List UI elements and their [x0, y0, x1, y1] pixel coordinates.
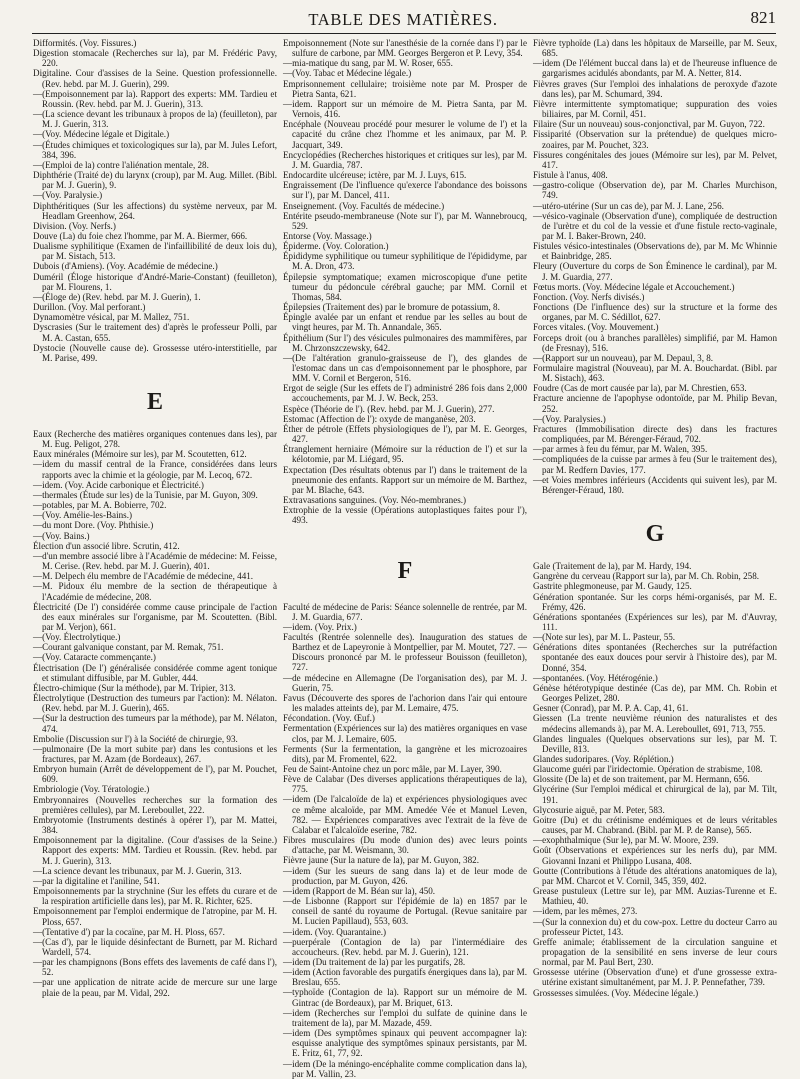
index-entry: —idem du massif central de la France, considérées dans leurs rapports avec la chimie et la géologie, par M. Lecoq, 672. — [33, 459, 277, 480]
index-entry: Électro-chimique (Sur la méthode), par M. Tripier, 313. — [33, 682, 236, 693]
index-entry: Gale (Traitement de la), par M. Hardy, 194. — [533, 561, 692, 572]
column-right — [533, 38, 777, 1043]
index-entry: Fœtus morts. (Voy. Médecine légale et Accouchement.) — [533, 281, 735, 292]
index-entry: Fièvres graves (Sur l'emploi des inhalations de peroxyde d'azote dans les), par M. Schumard, 394. — [533, 78, 777, 99]
index-entry: —(De l'altération granulo-graisseuse de l'), des glandes de l'estomac dans un cas d'empoisonnement par le phosphore, par MM. V. Cornil et Bergeron, 516. — [283, 352, 527, 384]
index-entry: Extrophie de la vessie (Opérations autoplastiques faites pour l'), 493. — [283, 505, 527, 526]
index-entry: Division. (Voy. Nerfs.) — [33, 220, 116, 231]
index-entry: Fistules vésico-intestinales (Observations de), par M. Mc Whinnie et Bainbridge, 285. — [533, 241, 777, 262]
index-entry: —(Note sur les), par M. L. Pasteur, 55. — [533, 632, 676, 643]
index-entry: Fièvre typhoïde (La) dans les hôpitaux de Marseille, par M. Seux, 685. — [533, 38, 777, 59]
index-entry: Diphthérie (Traité de) du larynx (croup), par M. Aug. Millet. (Bibl. par M. J. Guerin), 9. — [33, 170, 277, 191]
index-entry: Éther de pétrole (Effets physiologiques de l'), par M. E. Georges, 427. — [283, 423, 527, 445]
index-entry: —idem (De la méningo-encéphalite comme complication dans la), par M. Vallin, 23. — [283, 1058, 527, 1079]
index-entry: —idem (Des symptômes spinaux qui peuvent accompagner la): esquisse analytique des symptômes spinaux persistants, par M. E. Fritz, 61, 77, 92. — [283, 1028, 527, 1059]
index-entry: Formulaire magistral (Nouveau), par M. A. Bouchardat. (Bibl. par M. Sistach), 463. — [533, 363, 777, 384]
index-entry: Épilepsie symptomatique; examen microscopique d'une petite tumeur du pédoncule cérébral gauche; par MM. Cornil et Thomas, 584. — [283, 271, 527, 302]
index-entry: —de Lisbonne (Rapport sur l'épidémie de la) en 1857 par le conseil de santé du royaume de Portugal. (Revue sanitaire par M. Lucien Papillaud), 553, 603. — [283, 896, 527, 927]
index-entry: Électrisation (De l') généralisée considérée comme agent tonique et stimulant diffusible, par M. Gubler, 444. — [33, 662, 277, 683]
index-entry: —mia-matique du sang, par M. W. Roser, 655. — [283, 58, 453, 69]
index-entry: —(Voy. Tabac et Médecine légale.) — [283, 68, 412, 79]
index-entry: —compliquées de la cuisse par armes à feu (Sur le traitement des), par M. Redfern Davies, 177. — [533, 454, 777, 475]
index-entry: Embolie (Discussion sur l') à la Société de chirurgie, 93. — [33, 733, 238, 744]
index-entry: Eaux minérales (Mémoire sur les), par M. Scoutetten, 612. — [33, 449, 247, 460]
index-entry: Douve (La) du foie chez l'homme, par M. A. Biermer, 666. — [33, 230, 248, 241]
index-entry: Empoisonnement (Note sur l'anesthésie de la cornée dans l') par le sulfure de carbone, par MM. Georges Bergeron et P. Levy, 354. — [283, 38, 527, 59]
index-entry: Fleury (Ouverture du corps de Son Éminence le cardinal), par M. J. M. Guardia, 277. — [533, 261, 777, 282]
index-entry: —(Voy. Paralysie.) — [33, 190, 103, 201]
index-entry: —(Tentative d') par la cocaïne, par M. H. Ploss, 657. — [33, 926, 225, 937]
index-entry: —(Études chimiques et toxicologiques sur la), par M. Jules Lefort, 384, 396. — [33, 139, 277, 160]
index-entry: Fécondation. (Voy. Œuf.) — [283, 713, 375, 724]
index-entry: Eaux (Recherche des matières organiques contenues dans les), par M. Eug. Peligot, 278. — [33, 429, 277, 450]
index-entry: —puerpérale (Contagion de la) par l'intermédiaire des accoucheurs. (Rev. hebd. par M. J. Guerin), 121. — [283, 936, 527, 957]
section-letter-e: E — [146, 389, 163, 415]
index-entry: Fièvre jaune (Sur la nature de la), par M. Guyon, 382. — [283, 855, 479, 866]
index-entry: —(Voy. Médecine légale et Digitale.) — [33, 129, 170, 140]
index-entry: Diphthéritiques (Sur les affections) du système nerveux, par M. Headlam Greenhow, 264. — [33, 200, 277, 221]
index-entry: Grease pustuleux (Lettre sur le), par MM. Auzias-Turenne et E. Mathieu, 40. — [533, 886, 777, 907]
index-entry: —La science devant les tribunaux, par M. J. Guerin, 313. — [33, 865, 242, 876]
index-entry: Goitre (Du) et du crétinisme endémiques et de leurs véritables causes, par M. Chabrand. (Bibl. par M. P. de Ranse), 565. — [533, 814, 777, 836]
index-entry: —par armes à feu du fémur, par M. Walen, 395. — [533, 444, 708, 455]
index-entry: Entérite pseudo-membraneuse (Note sur l'), par M. Wannebroucq, 529. — [283, 210, 527, 231]
index-entry: Encyclopédies (Recherches historiques et critiques sur les), par M. J. M. Guardia, 787. — [283, 149, 527, 170]
index-entry: Dystocie (Nouvelle cause de). Grossesse utéro-interstitielle, par M. Parise, 499. — [33, 342, 277, 363]
index-entry: Favus (Découverte des spores de l'achorion dans l'air qui entoure les malades atteints de), par M. Lemaire, 475. — [283, 692, 527, 714]
section-letter-f: F — [397, 557, 413, 584]
index-entry: Épithélium (Sur l') des vésicules pulmonaires des mammifères, par M. Chrzonszczewsky, 642. — [283, 332, 527, 353]
index-entry: Engraissement (De l'influence qu'exerce l'abondance des boissons sur l'), par M. Dancel, 411. — [283, 180, 527, 201]
header-rule — [32, 33, 776, 34]
index-entry: Glandes linguales (Quelques observations sur les), par M. T. Deville, 813. — [533, 733, 777, 754]
index-entry: —potables, par M. A. Bobierre, 702. — [33, 500, 167, 511]
index-entry: Faculté de médecine de Paris: Séance solennelle de rentrée, par M. J. M. Guardia, 677. — [283, 601, 527, 622]
index-entry: Épididyme syphilitique ou tumeur syphilitique de l'épididyme, par M. A. Dron, 473. — [283, 251, 527, 272]
index-entry: —par une application de nitrate acide de mercure sur une large plaie de la peau, par M. Vidal, 292. — [33, 977, 277, 998]
index-entry: Facultés (Rentrée solennelle des). Inauguration des statues de Barthez et de Lapeyronie à Montpellier, par M. Moutet, 727. — Discours prononcé par M. le professeur Bouisson (feuilleton), 727. — [283, 631, 527, 673]
index-entry: —par les champignons (Bons effets des lavements de café dans l'), 52. — [33, 957, 277, 978]
index-entry: Dynamomètre vésical, par M. Mallez, 751. — [33, 312, 190, 323]
index-entry: Enseignement. (Voy. Facultés de médecine.) — [283, 200, 445, 211]
index-entry: Fissiparité (Observation sur la prétendue) de quelques micro-zoaires, par M. Pouchet, 323. — [533, 129, 777, 150]
column-left — [33, 38, 277, 1043]
index-entry: Génération spontanée. Sur les corps hémi-organisés, par M. E. Frémy, 426. — [533, 591, 777, 612]
index-entry: —Courant galvanique constant, par M. Remak, 751. — [33, 642, 224, 653]
index-entry: Emprisonnement cellulaire; troisième note par M. Prosper de Pietra Santa, 621. — [283, 78, 527, 99]
index-entry: —exophthalmique (Sur le), par M. W. Moore, 239. — [533, 835, 719, 846]
index-entry: —idem (Rapport de M. Béan sur la), 450. — [283, 885, 436, 896]
index-entry: Fistule à l'anus, 408. — [533, 170, 608, 181]
index-entry: Embryotomie (Instruments destinés à opérer l'), par M. Mattei, 384. — [33, 814, 277, 836]
index-entry: Espèce (Théorie de l'). (Rev. hebd. par M. J. Guerin), 277. — [283, 403, 495, 414]
index-entry: Forces vitales. (Voy. Mouvement.) — [533, 322, 659, 333]
index-entry: Fonction. (Voy. Nerfs divisés.) — [533, 291, 645, 302]
index-entry: Embriologie (Voy. Tératologie.) — [33, 784, 150, 795]
index-entry: —de médecine en Allemagne (De l'organisation des), par M. J. Guerin, 75. — [283, 672, 527, 693]
index-entry: Feu de Saint-Antoine chez un porc mâle, par M. Layer, 390. — [283, 764, 502, 774]
index-entry: Glycérine (Sur l'emploi médical et chirurgical de la), par M. Tilt, 191. — [533, 784, 777, 805]
index-entry: —par la digitaline et l'aniline, 541. — [33, 875, 160, 886]
index-entry: —idem (De l'élément buccal dans la) et de l'heureuse influence de gargarismes acidulés abondants, par M. A. Netter, 814. — [533, 58, 777, 79]
index-entry: Embryon humain (Arrêt de développement de l'), par M. Pouchet, 609. — [33, 764, 277, 785]
index-entry: —(La science devant les tribunaux à propos de la) (feuilleton), par M. J. Guerin, 313. — [33, 109, 277, 130]
running-title: TABLE DES MATIÈRES. — [308, 10, 498, 29]
index-entry: —d'un membre associé libre à l'Académie de médecine: M. Feisse, M. Cerise. (Rev. hebd. par M. J. Guerin), 401. — [33, 550, 277, 572]
index-entry: —spontanées. (Voy. Hétérogénie.) — [533, 672, 658, 683]
index-entry: Endocardite ulcéreuse; ictère, par M. J. Luys, 615. — [283, 170, 467, 181]
index-entry: Durillon. (Voy. Mal perforant.) — [33, 302, 146, 313]
index-entry: Fibres musculaires (Du mode d'union des) avec leurs points d'attache, par M. Weismann, 30. — [283, 835, 527, 856]
index-entry: Génèse hétérotypique destinée (Cas de), par MM. Ch. Robin et Georges Pelizet, 280. — [533, 682, 777, 704]
index-entry: —(Emploi de la) contre l'aliénation mentale, 28. — [33, 159, 209, 170]
index-entry: Digitaline. Cour d'assises de la Seine. Question professionnelle. (Rev. hebd. par M. J. Guerin), 299. — [33, 68, 277, 89]
index-entry: Duméril (Éloge historique d'André-Marie-Constant) (feuilleton), par M. Flourens, 1. — [33, 271, 277, 292]
index-entry: Fève de Calabar (Des diverses applications thérapeutiques de la), 775. — [283, 774, 527, 795]
index-entry: —thermales (Étude sur les) de la Tunisie, par M. Guyon, 309. — [33, 489, 258, 500]
index-entry: Foudre (Cas de mort causée par la), par M. Chrestien, 653. — [533, 383, 747, 394]
index-entry: Épiderme. (Voy. Coloration.) — [283, 241, 389, 252]
index-entry: Électrolytique (Destruction des tumeurs par l'action): M. Nélaton. (Rev. hebd. par M. J. Guerin), 465. — [33, 693, 277, 714]
index-entry: —(Voy. Cataracte commençante.) — [33, 652, 156, 663]
index-entry: —(Cas d'), par le liquide désinfectant de Burnett, par M. Richard Wardell, 574. — [33, 936, 277, 957]
index-entry: Épingle avalée par un enfant et rendue par les selles au bout de vingt heures, par M. Th. Annandale, 365. — [283, 312, 527, 333]
index-entry: Dubois (d'Amiens). (Voy. Académie de médecine.) — [33, 261, 218, 272]
index-entry: —idem. (Voy. Prix.) — [283, 621, 357, 632]
index-entry: Greffe animale; établissement de la circulation sanguine et propagation de la sensibilité en sens inverse de leur cours normal, par M. Paul Bert, 230. — [533, 936, 777, 968]
index-entry: —M. Delpech élu membre de l'Académie de médecine, 441. — [33, 571, 254, 582]
index-entry: Goutte (Contributions à l'étude des altérations anatomiques de la), par MM. Charcot et V. Cornil, 345, 359, 402. — [533, 865, 777, 886]
index-entry: —idem. Rapport sur un mémoire de M. Pietra Santa, par M. Vernois, 416. — [283, 98, 527, 120]
index-entry: —idem. (Voy. Acide carbonique et Électricité.) — [33, 479, 204, 490]
index-entry: —(Éloge de) (Rev. hebd. par M. J. Guerin), 1. — [33, 291, 201, 302]
index-entry: —idem (Recherches sur l'emploi du sulfate de quinine dans le traitement de la), par M. Mazade, 459. — [283, 1007, 527, 1028]
index-entry: Gesner (Conrad), par M. P. A. Cap, 41, 61. — [533, 703, 689, 714]
index-entry: —(Rapport sur un nouveau), par M. Depaul, 3, 8. — [533, 352, 714, 363]
index-entry: Glaucome guéri par l'iridectomie. Opération de strabisme, 108. — [533, 764, 763, 775]
index-entry: Filaire (Sur un nouveau) sous-conjonctival, par M. Guyon, 722. — [533, 119, 765, 130]
index-entry: Électricité (De l') considérée comme cause principale de l'action des eaux minérales sur l'organisme, par M. Scoutetten. (Bibl. par M. Verjon), 661. — [33, 601, 277, 632]
section-letter-g: G — [645, 521, 665, 548]
index-entry: Élection d'un associé libre. Scrutin, 412. — [33, 540, 180, 551]
index-entry: —idem (De l'alcaloïde de la) et expériences physiologiques avec ce même alcaloïde, par MM. Amedée Vée et Manuel Leven, 782. — Expériences comparatives avec l'extrait de la fève de Calabar et l'alcaloïde eserine, 782. — [283, 794, 527, 835]
index-entry: Fonctions (De l'influence des) sur la structure et la forme des organes, par M. C. Sédillot, 627. — [533, 302, 777, 323]
index-entry: Générations dites spontanées (Recherches sur la putréfaction spontanée des eaux douces pour servir à l'histoire des), par M. Donné, 354. — [533, 642, 777, 673]
index-entry: —pulmonaire (De la mort subite par) dans les contusions et les fractures, par M. Azam (de Bordeaux), 267. — [33, 743, 277, 764]
index-entry: —(Sur la destruction des tumeurs par la méthode), par M. Nélaton, 474. — [33, 713, 277, 734]
index-entry: Glycosurie aiguë, par M. Peter, 583. — [533, 804, 665, 815]
index-entry: —idem (Action favorable des purgatifs énergiques dans la), par M. Breslau, 655. — [283, 967, 527, 988]
index-entry: Extravasations sanguines. (Voy. Néo-membranes.) — [283, 495, 467, 506]
index-entry: Grossesses simulées. (Voy. Médecine légale.) — [533, 987, 699, 998]
index-entry: Gangrène du cerveau (Rapport sur la), par M. Ch. Robin, 258. — [533, 571, 760, 582]
index-entry: —(Voy. Amélie-les-Bains.) — [33, 510, 133, 521]
index-entry: Fièvre intermittente symptomatique; suppuration des voies biliaires, par M. Cornil, 451. — [533, 98, 777, 120]
index-entry: —M. Pidoux élu membre de la section de thérapeutique à l'Académie de médecine, 208. — [33, 581, 277, 602]
index-entry: Embryonnaires (Nouvelles recherches sur la formation des premières cellules), par M. Lereboullet, 222. — [33, 794, 277, 815]
index-entry: Gastrite phlegmoneuse, par M. Gaudy, 125. — [533, 581, 692, 592]
index-entry: Giessen (La trente neuvième réunion des naturalistes et des médecins allemands à), par M. A. Lereboullet, 691, 713, 755. — [533, 713, 777, 734]
index-entry: Générations spontanées (Expériences sur les), par M. d'Auvray, 111. — [533, 611, 777, 632]
index-entry: Empoisonnement par l'emploi endermique de l'atropine, par M. H. Ploss, 657. — [33, 906, 277, 927]
index-entry: Grossesse utérine (Observation d'une) et d'une grossesse extra-utérine existant simultanément, par M. J. P. Pennefather, 739. — [533, 967, 777, 988]
index-entry: Étranglement herniaire (Mémoire sur la réduction de l') et sur la kélotomie, par M. Liégard, 95. — [283, 444, 527, 465]
index-entry: —typhoïde (Contagion de la). Rapport sur un mémoire de M. Gintrac (de Bordeaux), par M. Briquet, 613. — [283, 987, 527, 1008]
index-entry: —(Empoisonnement par la). Rapport des experts: MM. Tardieu et Roussin. (Rev. hebd. par M. J. Guerin), 313. — [33, 88, 277, 109]
column-middle — [283, 38, 527, 1079]
index-entry: Fractures (Immobilisation directe des) dans les fractures compliquées, par M. Bérenger-Féraud, 702. — [533, 423, 777, 445]
page-number: 821 — [750, 8, 776, 27]
index-entry: Fracture ancienne de l'apophyse odontoïde, par M. Philip Bevan, 252. — [533, 393, 777, 414]
index-entry: Fissures congénitales des joues (Mémoire sur les), par M. Pelvet, 417. — [533, 149, 777, 170]
index-entry: —idem (Du traitement de la) par les purgatifs, 28. — [283, 956, 466, 967]
index-entry: —(Voy. Bains.) — [33, 530, 90, 541]
index-entry: Difformités. (Voy. Fissures.) — [33, 38, 137, 48]
index-entry: Glossite (De la) et de son traitement, par M. Hermann, 656. — [533, 774, 750, 785]
index-entry: Dualisme syphilitique (Examen de l'infaillibilité de deux lois du), par M. Sistach, 513. — [33, 241, 277, 262]
index-entry: —gastro-colique (Observation de), par M. Charles Murchison, 749. — [533, 180, 777, 201]
index-entry: —idem. (Voy. Quarantaine.) — [283, 926, 387, 937]
index-entry: Empoisonnements par la strychnine (Sur les effets du curare et de la respiration artificielle dans les), par M. R. Richter, 625. — [33, 886, 277, 907]
index-entry: —(Voy. Paralysies.) — [533, 413, 606, 424]
index-entry: Expectation (Des résultats obtenus par l') dans le traitement de la pneumonie des enfants. Rapport sur un mémoire de M. Barthez, par M. Blache, 643. — [283, 464, 527, 495]
index-entry: Fermentation (Expériences sur la) des matières organiques en vase clos, par M. J. Lemaire, 605. — [283, 723, 527, 744]
index-entry: Encéphale (Nouveau procédé pour mesurer le volume de l') et la capacité du crâne chez l'homme et les animaux, par M. P. Jacquart, 349. — [283, 119, 527, 150]
index-entry: Empoisonnement par la digitaline. (Cour d'assises de la Seine.) Rapport des experts: MM. Tardieu et Roussin. (Rev. hebd. par M. J. Guerin), 313. — [33, 835, 277, 866]
index-entry: —idem (Sur les sueurs de sang dans la) et de leur mode de production, par M. Guyon, 426. — [283, 865, 527, 886]
index-entry: Glandes sudoripares. (Voy. Réplétion.) — [533, 754, 674, 764]
index-entry: Estomac (Affection de l'): oxyde de manganèse, 203. — [283, 413, 476, 424]
index-entry: —idem, par les mêmes, 273. — [533, 906, 638, 917]
index-entry: —vésico-vaginale (Observation d'une), compliquée de destruction de l'urètre et du col de la vessie et d'une fistule recto-vaginale, par M. I. Baker-Brown, 240. — [533, 210, 777, 241]
index-entry: Épilepsies (Traitement des) par le bromure de potassium, 8. — [283, 302, 500, 313]
index-entry: —(Sur la connexion du) et du cow-pox. Lettre du docteur Carro au professeur Pictet, 143. — [533, 916, 777, 937]
index-entry: —(Voy. Électrolytique.) — [33, 632, 121, 643]
index-entry: Digestion stomacale (Recherches sur la), par M. Frédéric Pavy, 220. — [33, 48, 277, 69]
index-entry: Ferments (Sur la fermentation, la gangrène et les microzoaires dits), par M. Fromentel, 622. — [283, 743, 527, 764]
index-entry: —utéro-utérine (Sur un cas de), par M. J. Lane, 256. — [533, 200, 724, 211]
index-entry: Goût (Observations et expériences sur les nerfs du), par MM. Giovanni Inzani et Philippo Lusana, 408. — [533, 845, 777, 866]
index-entry: —et Voies membres inférieurs (Accidents qui suivent les), par M. Bérenger-Féraud, 180. — [533, 474, 777, 495]
index-entry: Ergot de seigle (Sur les effets de l') administré 286 fois dans 2,000 accouchements, par M. J. W. Beck, 253. — [283, 383, 527, 404]
index-entry: Dyscrasies (Sur le traitement des) d'après le professeur Polli, par M. A. Castan, 655. — [33, 322, 277, 343]
index-entry: Entorse (Voy. Massage.) — [283, 230, 372, 241]
index-entry: —du mont Dore. (Voy. Phthisie.) — [33, 520, 154, 531]
index-entry: Forceps droit (ou à branches parallèles) simplifié, par M. Hamon (de Fresnay), 516. — [533, 332, 777, 353]
